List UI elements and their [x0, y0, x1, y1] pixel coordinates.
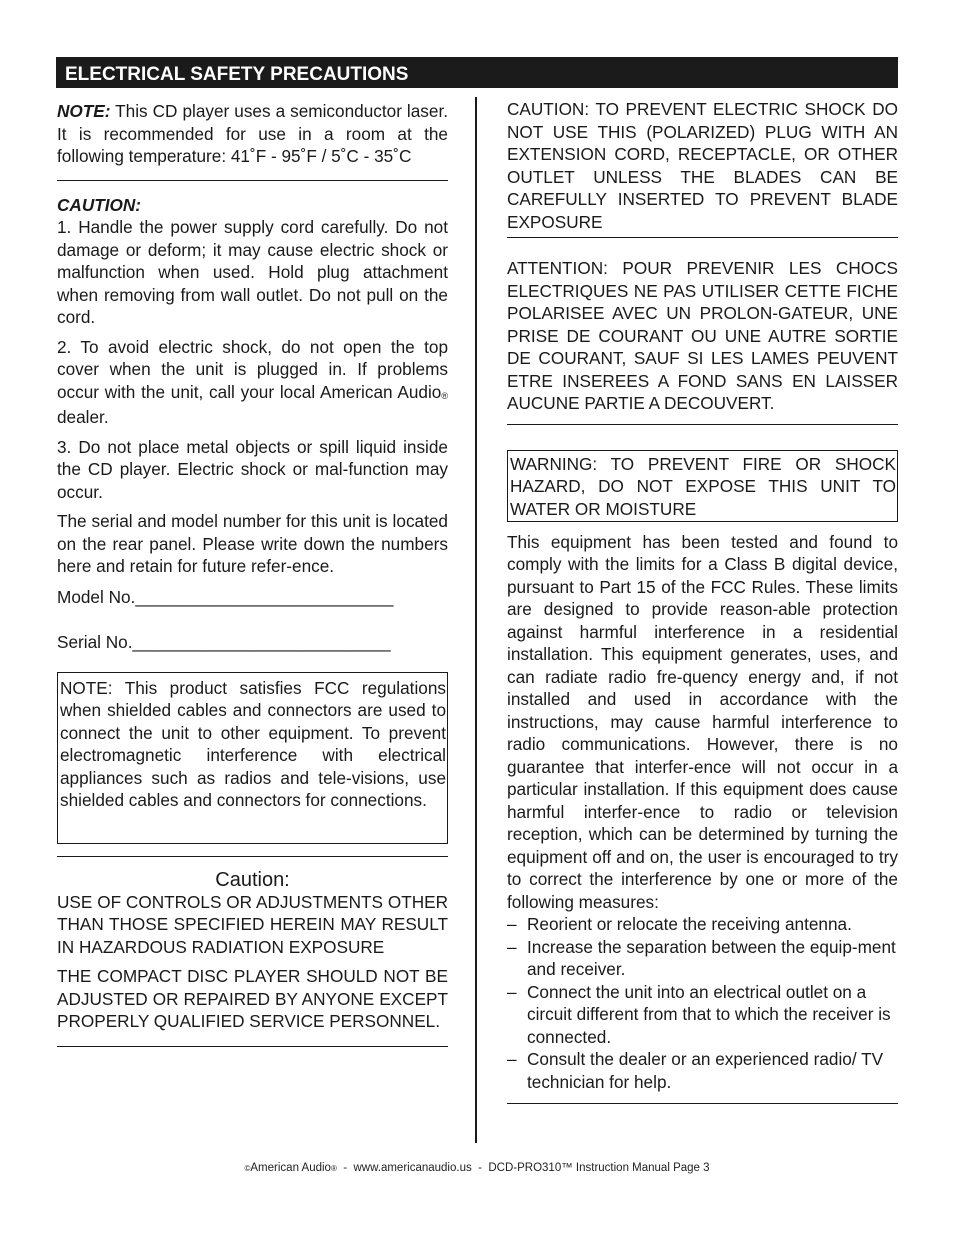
rule	[57, 856, 448, 857]
registered-mark: ®	[441, 390, 448, 401]
warning-text: WARNING: TO PREVENT FIRE OR SHOCK HAZARD, DO NOT EXPOSE THIS UNIT TO WATER OR MOISTURE	[510, 453, 896, 519]
caution-item-1: 1. Handle the power supply cord carefully. Do not damage or deform; it may cause electric shock or malfunction when used. Hold plug attachment when removing from wall outlet. Do not pull on the cord.	[57, 217, 448, 327]
list-item: – Reorient or relocate the receiving antenna.	[507, 913, 898, 936]
service-caution: THE COMPACT DISC PLAYER SHOULD NOT BE ADJUSTED OR REPAIRED BY ANYONE EXCEPT PROPERLY QUALIFIED SERVICE PERSONNEL.	[57, 966, 448, 1031]
note-label: NOTE:	[57, 101, 111, 121]
attention-french: ATTENTION: POUR PREVENIR LES CHOCS ELECTRIQUES NE PAS UTILISER CETTE FICHE POLARISEE AVEC UN PROLON-GATEUR, UNE PRISE DE COURANT OU UNE AUTRE SORTIE DE COURANT, SAUF SI LES LAMES PEUVENT ETRE INSEREES A FOND SANS EN LAISSER AUCUNE PARTIE A DECOUVERT.	[507, 258, 898, 413]
copyright-mark: ©	[244, 1164, 251, 1173]
footer-website: www.americanaudio.us	[353, 1162, 472, 1174]
caution-item-3: 3. Do not place metal objects or spill liquid inside the CD player. Electric shock or mal-function may occur.	[57, 436, 448, 502]
measures-list	[507, 913, 898, 1093]
laser-note	[57, 100, 448, 168]
caution-item-2-text: 2. To avoid electric shock, do not open the top cover when the unit is plugged in. If problems occur with the unit, call your local American Audio	[57, 336, 448, 402]
section-header	[56, 57, 898, 88]
caution-heading: Caution:	[215, 868, 290, 891]
rule	[507, 237, 898, 238]
rule	[57, 180, 448, 181]
radiation-caution: USE OF CONTROLS OR ADJUSTMENTS OTHER THAN THOSE SPECIFIED HEREIN MAY RESULT IN HAZARDOUS RADIATION EXPOSURE	[57, 891, 448, 957]
list-item: – Increase the separation between the equip-ment and receiver.	[507, 936, 898, 981]
rule	[507, 1103, 898, 1104]
serial-instructions: The serial and model number for this unit is located on the rear panel. Please write down the numbers here and retain for future refer-ence.	[57, 511, 448, 576]
note-text: This CD player uses a semiconductor laser. It is recommended for use in a room at the following temperature: 41˚F - 95˚F / 5˚C - 35˚C	[57, 101, 448, 166]
footer-separator: -	[336, 1162, 354, 1174]
left-column	[57, 100, 448, 1047]
right-column	[507, 98, 898, 1104]
page-footer	[0, 1162, 954, 1174]
footer-registered-mark: ®	[330, 1164, 337, 1173]
model-number-line: Model No.___________________________	[57, 586, 394, 607]
fcc-compliance-text: This equipment has been tested and found to comply with the limits for a Class B digital device, pursuant to Part 15 of the FCC Rules. These limits are designed to provide reason-able protection against harmful interference in a residential installation. This equipment generates, uses, and can radiate radio fre-quency energy and, if not installed and used in accordance with the instructions, may cause harmful interference to radio communications. However, there is no guarantee that interfer-ence will not occur in a particular installation. If this equipment does cause harmful interfer-ence to radio or television reception, which can be determined by turning the equipment off and on, the user is encouraged to try to correct the interference by one or more of the following measures:	[507, 531, 898, 912]
footer-brand: American Audio	[250, 1162, 331, 1174]
column-divider	[475, 97, 477, 1143]
fcc-note-text: NOTE: This product satisfies FCC regulations when shielded cables and connectors are used to connect the unit to other equipment. To prevent electromagnetic interference with electrical appliances such as radios and tele-visions, use shielded cables and connectors for connections.	[60, 677, 446, 810]
section-title: ELECTRICAL SAFETY PRECAUTIONS	[65, 64, 409, 85]
footer-separator: -	[471, 1162, 489, 1174]
caution-item-2	[57, 336, 448, 429]
list-item: – Connect the unit into an electrical outlet on a circuit different from that to which the receiver is connected.	[507, 981, 898, 1049]
serial-number-line: Serial No.___________________________	[57, 632, 391, 652]
caution-item-2-end: dealer.	[57, 407, 109, 427]
rule	[507, 424, 898, 425]
shock-caution: CAUTION: TO PREVENT ELECTRIC SHOCK DO NOT USE THIS (POLARIZED) PLUG WITH AN EXTENSION CORD, RECEPTACLE, OR OTHER OUTLET UNLESS THE BLADES CAN BE CAREFULLY INSERTED TO PREVENT BLADE EXPOSURE	[507, 99, 898, 232]
footer-manual: DCD-PRO310™ Instruction Manual Page 3	[488, 1162, 710, 1174]
warning-box	[507, 450, 898, 522]
rule	[57, 1046, 448, 1047]
fcc-note-box	[57, 672, 448, 844]
caution-label: CAUTION:	[57, 194, 142, 215]
list-item: – Consult the dealer or an experienced radio/ TV technician for help.	[507, 1048, 898, 1093]
